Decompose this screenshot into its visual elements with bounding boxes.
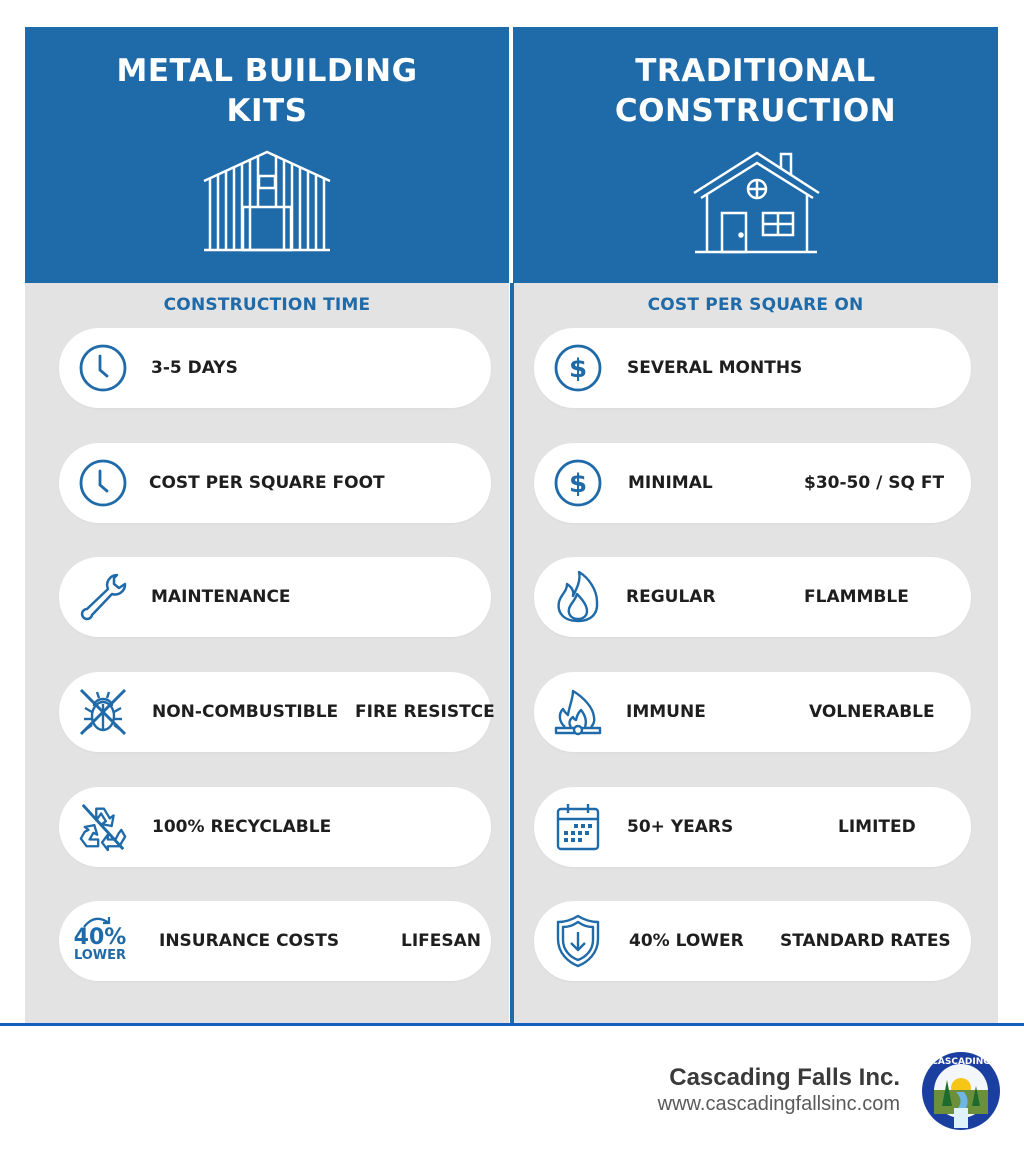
cascading-falls-logo	[920, 1050, 1002, 1132]
traditional-row-time	[534, 328, 971, 408]
svg-text:$: $	[568, 354, 588, 384]
row-value: NON-COMBUSTIBLE	[152, 702, 339, 722]
row-value: 3-5 DAYS	[151, 358, 238, 378]
wrench-icon	[77, 571, 129, 623]
row-label: LIMITED	[838, 817, 916, 837]
house-icon	[691, 151, 821, 259]
row-value: 40% LOWER	[629, 931, 744, 951]
no-bug-icon	[77, 686, 129, 738]
traditional-row-lifespan	[534, 787, 971, 867]
metal-building-title	[25, 51, 509, 131]
metal-row-maintenance	[59, 557, 491, 637]
footer-rule	[0, 1023, 1024, 1026]
traditional-row-cost	[534, 443, 971, 523]
row-value: 100% RECYCLABLE	[152, 817, 332, 837]
row-label: FLAMMBLE	[804, 587, 909, 607]
traditional-construction-panel	[513, 27, 998, 1025]
traditional-construction-header	[513, 27, 998, 283]
row-label: $30-50 / SQ FT	[804, 473, 945, 493]
traditional-row-maintenance	[534, 557, 971, 637]
construction-time-label: CONSTRUCTION TIME	[163, 295, 371, 315]
metal-row-cost	[59, 443, 491, 523]
company-name: Cascading Falls Inc.	[669, 1064, 900, 1091]
row-value: SEVERAL MONTHS	[627, 358, 803, 378]
clock-icon	[77, 457, 129, 509]
recycle-crossed-icon	[77, 801, 129, 853]
title-line-2: CONSTRUCTION	[614, 93, 897, 129]
metal-row-recyclable	[59, 787, 491, 867]
svg-text:CASCADING: CASCADING	[931, 1057, 991, 1067]
company-website: www.cascadingfallsinc.com	[657, 1093, 900, 1115]
row-value: INSURANCE COSTS	[159, 931, 340, 951]
row-value: COST PER SQUARE FOOT	[149, 473, 385, 493]
metal-barn-icon	[202, 149, 332, 257]
metal-row-insurance	[59, 901, 491, 981]
traditional-row-insurance	[534, 901, 971, 981]
row-value: IMMUNE	[626, 702, 706, 722]
row-value: REGULAR	[626, 587, 716, 607]
row-label: STANDARD RATES	[780, 931, 951, 951]
row-label: VOLNERABLE	[809, 702, 935, 722]
row-value: 50+ YEARS	[627, 817, 734, 837]
company-branding	[658, 1064, 900, 1116]
dollar-circle-icon	[552, 342, 604, 394]
campfire-icon	[552, 686, 604, 738]
center-divider	[510, 283, 514, 1025]
title-line-1: METAL BUILDING	[116, 53, 418, 89]
dollar-circle-icon	[552, 457, 604, 509]
row-label: FIRE RESISTCE	[355, 702, 495, 722]
title-line-1: TRADITIONAL	[635, 53, 876, 89]
metal-building-header	[25, 27, 509, 283]
calendar-icon	[552, 801, 604, 853]
cost-per-square-label: COST PER SQUARE ON	[647, 295, 864, 315]
traditional-row-fire	[534, 672, 971, 752]
traditional-construction-title	[513, 51, 998, 131]
badge-percent: 40%	[73, 925, 127, 950]
curved-arrow-icon	[81, 913, 115, 931]
metal-building-panel	[25, 27, 509, 1025]
title-line-2: KITS	[226, 93, 308, 129]
metal-row-construction-time	[59, 328, 491, 408]
percent-lower-badge	[69, 909, 131, 963]
shield-down-icon	[552, 915, 604, 967]
row-value: MAINTENANCE	[151, 587, 291, 607]
svg-text:$: $	[568, 469, 588, 499]
row-label: LIFESAN	[401, 931, 482, 951]
metal-row-fire	[59, 672, 495, 752]
clock-icon	[77, 342, 129, 394]
row-value: MINIMAL	[628, 473, 713, 493]
badge-lower: LOWER	[73, 948, 127, 963]
flame-icon	[552, 571, 604, 623]
